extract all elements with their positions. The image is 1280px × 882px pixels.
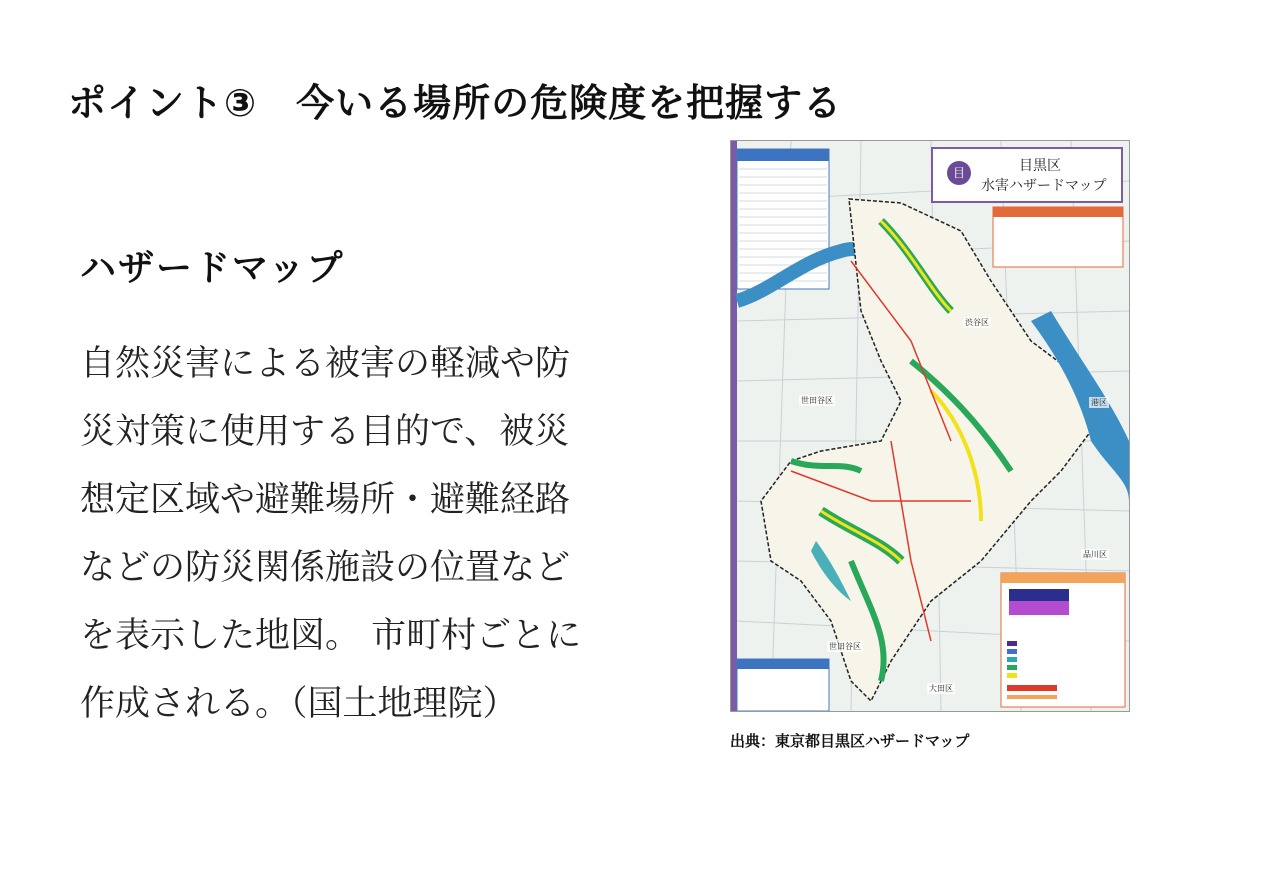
ward-label-shibuya: 渋谷区 [965,318,989,327]
definition-text [80,330,650,738]
map-title-ward: 目黒区 [1019,158,1061,174]
ward-label-ota: 大田区 [929,684,953,693]
definition-line: を表示した地図。 市町村ごとに [80,616,582,656]
slide-title: ポイント③ 今いる場所の危険度を把握する [68,81,843,125]
map-title-box [931,147,1123,203]
ward-label-setagaya-south: 世田谷区 [829,642,861,651]
ward-emblem-icon: 目 [947,161,971,185]
hazard-map-graphic [731,141,1129,711]
section-heading: ハザードマップ [80,248,345,289]
definition-line: 想定区域や避難場所・避難経路 [80,480,571,520]
map-source-caption: 出典：東京都目黒区ハザードマップ [730,732,970,750]
map-title-name: 水害ハザードマップ [981,178,1107,194]
definition-line: 災対策に使用する目的で、被災 [80,412,570,452]
ward-label-minato: 港区 [1091,398,1107,407]
definition-line: などの防災関係施設の位置など [80,548,571,588]
ward-label-setagaya: 世田谷区 [801,396,833,405]
ward-label-shinagawa: 品川区 [1083,550,1107,559]
definition-line: 作成される。（国土地理院） [80,684,518,724]
definition-line: 自然災害による被害の軽減や防 [80,344,571,384]
hazard-map-image [730,140,1130,712]
